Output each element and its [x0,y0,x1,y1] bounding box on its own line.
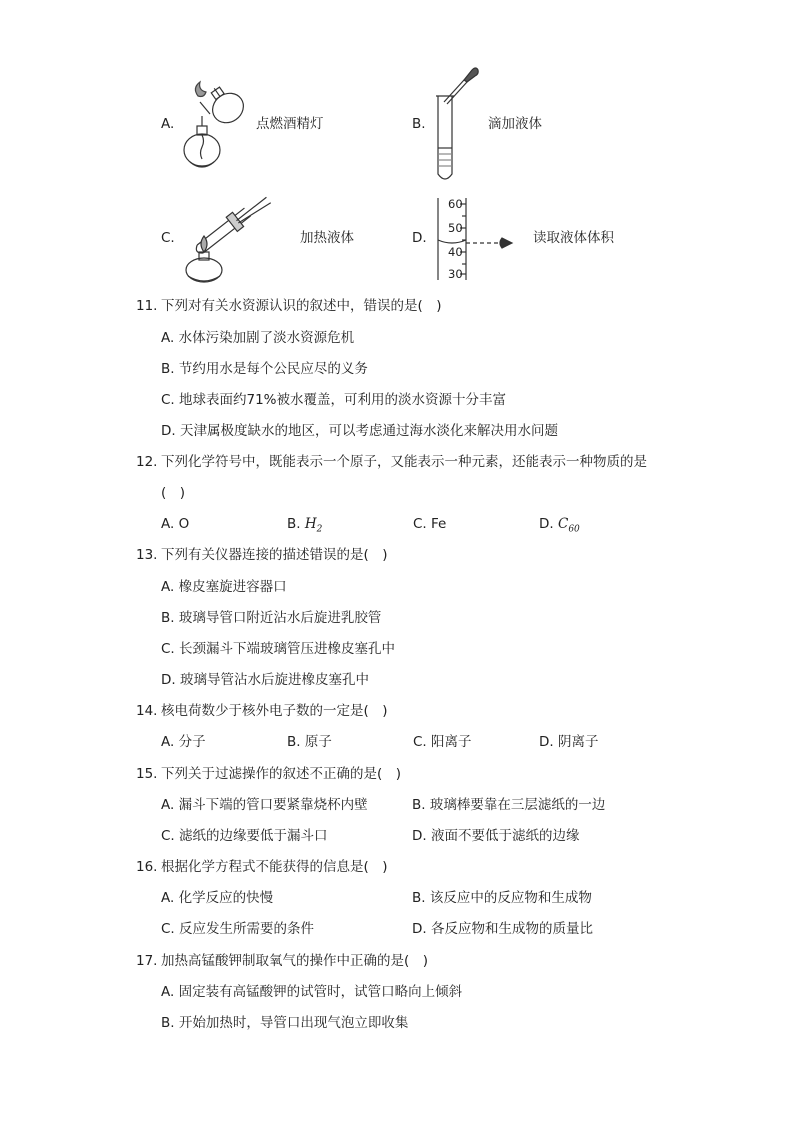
heating-liquid-icon [180,186,280,286]
option-caption: 加热液体 [300,230,354,246]
question-number: 12. [136,454,158,470]
option-a[interactable]: A. 漏斗下端的管口要紧靠烧杯内壁 [161,797,368,813]
question-number: 13. [136,547,158,563]
option-letter: D. [412,230,427,246]
option-caption: 滴加液体 [488,116,542,132]
tick-label: 60 [448,197,463,211]
option-c[interactable]: C. 阳离子 [413,734,472,750]
option-a[interactable]: A. 分子 [161,734,206,750]
option-b[interactable]: B. 节约用水是每个公民应尽的义务 [161,361,368,377]
option-caption: 读取液体体积 [533,230,614,246]
formula-c60: $C_{60}$ [557,516,580,535]
option-d[interactable]: D. 阴离子 [539,734,599,750]
formula-h2: $H_2$ [304,516,323,535]
question-stem: 下列关于过滤操作的叙述不正确的是( ) [161,766,402,782]
option-c[interactable]: C. 反应发生所需要的条件 [161,921,315,937]
tick-label: 40 [448,245,463,259]
lamp-lighting-lamp-icon [180,80,252,180]
question-stem: 加热高锰酸钾制取氧气的操作中正确的是( ) [161,953,429,969]
option-d[interactable]: D. $C_{60}$ [539,516,580,535]
option-a[interactable]: A. 化学反应的快慢 [161,890,274,906]
question-stem: 根据化学方程式不能获得的信息是( ) [161,859,388,875]
question-stem: 下列对有关水资源认识的叙述中，错误的是( ) [161,298,442,314]
option-d[interactable]: D. 天津属极度缺水的地区，可以考虑通过海水淡化来解决用水问题 [161,423,558,439]
option-b[interactable]: B. 开始加热时，导管口出现气泡立即收集 [161,1015,409,1031]
option-c[interactable]: C. 地球表面约71%被水覆盖，可利用的淡水资源十分丰富 [161,392,507,408]
option-d[interactable]: D. 各反应物和生成物的质量比 [412,921,593,937]
option-d[interactable]: D. 玻璃导管沾水后旋进橡皮塞孔中 [161,672,369,688]
question-number: 17. [136,953,158,969]
question-number: 14. [136,703,158,719]
tick-label: 30 [448,267,463,281]
option-b[interactable]: B. 玻璃棒要靠在三层滤纸的一边 [412,797,606,813]
option-c[interactable]: C. 滤纸的边缘要低于漏斗口 [161,828,328,844]
question-stem: 下列化学符号中，既能表示一个原子，又能表示一种元素，还能表示一种物质的是 [161,454,647,470]
option-a[interactable]: A. 橡皮塞旋进容器口 [161,579,287,595]
option-a[interactable]: A. 固定装有高锰酸钾的试管时，试管口略向上倾斜 [161,984,463,1000]
option-b[interactable]: B. 玻璃导管口附近沾水后旋进乳胶管 [161,610,382,626]
option-c[interactable]: C. 长颈漏斗下端玻璃管压进橡皮塞孔中 [161,641,396,657]
question-number: 15. [136,766,158,782]
graduated-cylinder-icon [432,194,518,284]
question-stem: 下列有关仪器连接的描述错误的是( ) [161,547,388,563]
question-stem: 核电荷数少于核外电子数的一定是( ) [161,703,388,719]
option-d[interactable]: D. 液面不要低于滤纸的边缘 [412,828,580,844]
option-letter: A. [161,116,175,132]
option-caption: 点燃酒精灯 [256,116,324,132]
option-a[interactable]: A. 水体污染加剧了淡水资源危机 [161,330,355,346]
question-stem-cont: ( ) [161,485,186,501]
dropper-test-tube-icon [428,62,484,186]
option-b[interactable]: B. 原子 [287,734,332,750]
option-c[interactable]: C. Fe [413,516,447,532]
question-number: 11. [136,298,158,314]
option-b[interactable]: B. 该反应中的反应物和生成物 [412,890,592,906]
option-b[interactable]: B. $H_2$ [287,516,323,535]
option-letter: B. [412,116,426,132]
option-letter: C. [161,230,175,246]
tick-label: 50 [448,221,463,235]
option-a[interactable]: A. O [161,516,190,532]
question-number: 16. [136,859,158,875]
